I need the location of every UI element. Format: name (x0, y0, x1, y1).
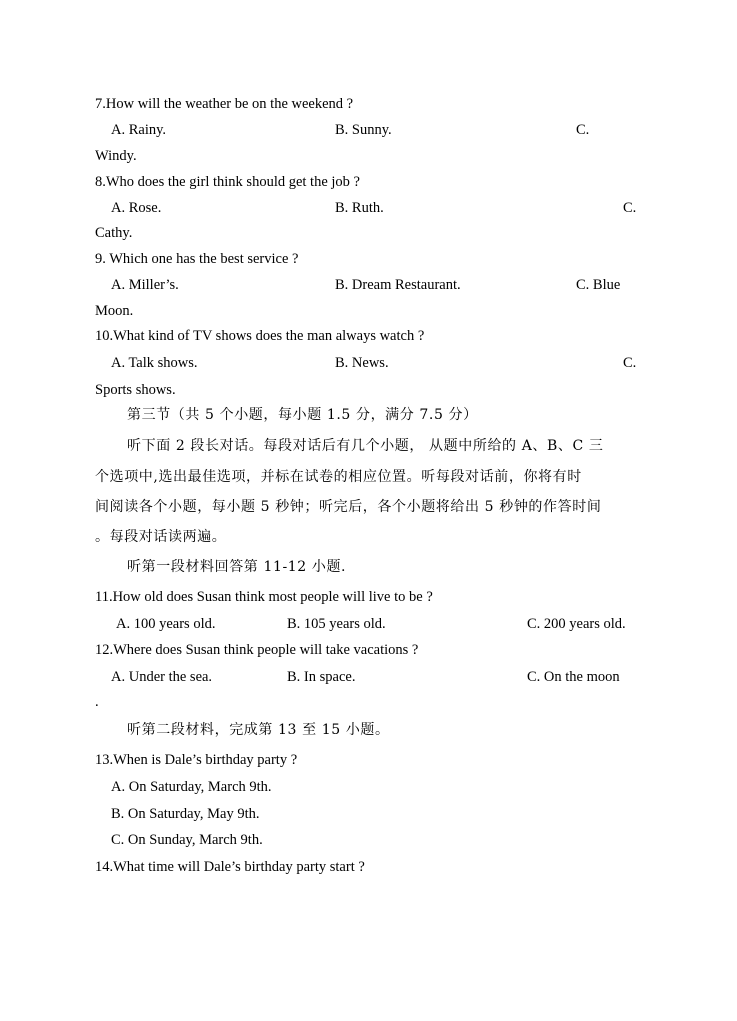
q8-option-b: B. Ruth. (335, 200, 384, 216)
q8-option-c: C. (623, 200, 637, 216)
q12-option-b: B. In space. (287, 669, 356, 685)
q7-option-c: C. (576, 122, 590, 138)
section-3-instruction-line-2: 个选项中,选出最佳选项，并标在试卷的相应位置。听每段对话前，你将有时 (95, 469, 582, 485)
section-3-instruction-line-1: 听下面 2 段长对话。每段对话后有几个小题， 从题中所给的 A、B、C 三 (127, 438, 604, 454)
q10-option-a: A. Talk shows. (111, 355, 198, 371)
q13-option-c: C. On Sunday, March 9th. (111, 832, 263, 848)
section-3-instruction-line-3: 间阅读各个小题，每小题 5 秒钟；听完后，各个小题将给出 5 秒钟的作答时间 (95, 499, 602, 515)
material-2-note: 听第二段材料，完成第 13 至 15 小题。 (127, 722, 390, 738)
q13-option-b: B. On Saturday, May 9th. (111, 806, 260, 822)
question-13: 13.When is Dale’s birthday party ? (95, 752, 298, 768)
section-3-instruction-line-4: 。每段对话读两遍。 (95, 529, 227, 545)
q12-option-c: C. On the moon (527, 669, 620, 685)
question-10: 10.What kind of TV shows does the man always watch ? (95, 328, 425, 344)
q7-option-c-continued: Windy. (95, 148, 137, 164)
question-8: 8.Who does the girl think should get the job ? (95, 174, 360, 190)
q12-option-c-continued: . (95, 694, 99, 710)
q10-option-c-continued: Sports shows. (95, 382, 176, 398)
material-1-note: 听第一段材料回答第 11-12 小题. (127, 559, 347, 575)
q9-option-b: B. Dream Restaurant. (335, 277, 461, 293)
q9-option-c: C. Blue (576, 277, 621, 293)
q7-option-a: A. Rainy. (111, 122, 167, 138)
question-11: 11.How old does Susan think most people will live to be ? (95, 589, 433, 605)
q13-option-a: A. On Saturday, March 9th. (111, 779, 272, 795)
q8-option-a: A. Rose. (111, 200, 162, 216)
q12-option-a: A. Under the sea. (111, 669, 213, 685)
q10-option-c: C. (623, 355, 637, 371)
q11-option-c: C. 200 years old. (527, 616, 626, 632)
q11-option-a: A. 100 years old. (116, 616, 216, 632)
section-3-heading: 第三节（共 5 个小题，每小题 1.5 分，满分 7.5 分） (127, 407, 478, 423)
q7-option-b: B. Sunny. (335, 122, 392, 138)
q9-option-a: A. Miller’s. (111, 277, 179, 293)
question-12: 12.Where does Susan think people will take vacations ? (95, 642, 419, 658)
q8-option-c-continued: Cathy. (95, 225, 133, 241)
q10-option-b: B. News. (335, 355, 389, 371)
q9-option-c-continued: Moon. (95, 303, 134, 319)
question-9: 9. Which one has the best service ? (95, 251, 299, 267)
question-14: 14.What time will Dale’s birthday party start ? (95, 859, 365, 875)
q11-option-b: B. 105 years old. (287, 616, 386, 632)
question-7: 7.How will the weather be on the weekend ? (95, 96, 354, 112)
